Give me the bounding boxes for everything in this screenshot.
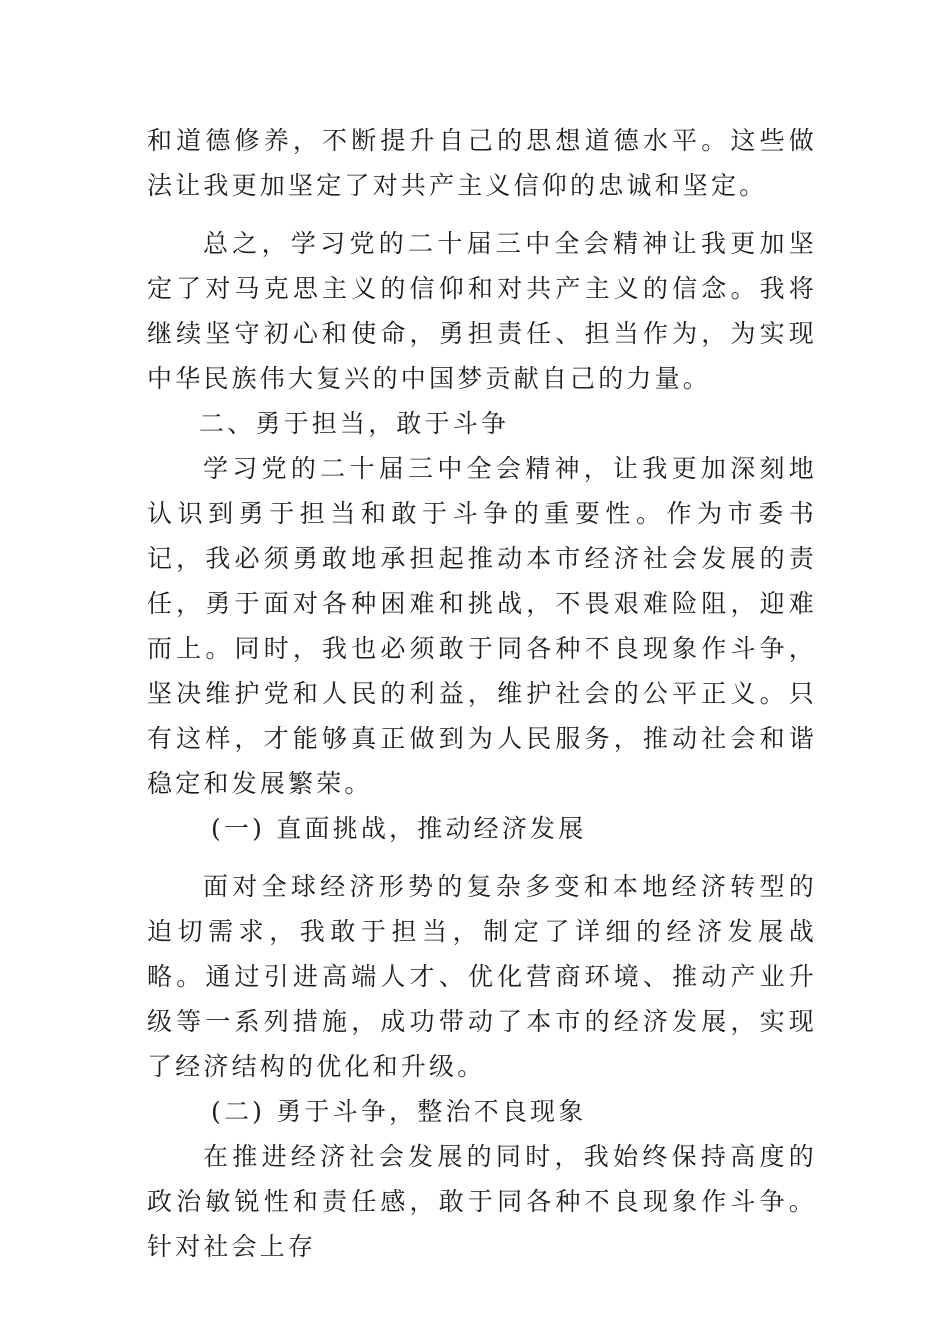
- subsection-heading-1: (一) 直面挑战，推动经济发展: [211, 814, 587, 843]
- document-body: [147, 118, 817, 1269]
- section-heading-2: 二、勇于担当，敢于斗争: [199, 409, 510, 438]
- paragraph-subsection-1: 面对全球经济形势的复杂多变和本地经济转型的迫切需求，我敢于担当，制定了详细的经济发展战略。通过引进高端人才、优化营商环境、推动产业升级等一系列措施，成功带动了本市的经济发展，实现了经济结构的优化和升级。: [147, 872, 817, 1081]
- paragraph-conclusion: 总之，学习党的二十届三中全会精神让我更加坚定了对马克思主义的信仰和对共产主义的信念。我将继续坚守初心和使命，勇担责任、担当作为，为实现中华民族伟大复兴的中国梦贡献自己的力量。: [147, 229, 817, 393]
- paragraph-section-2-intro: 学习党的二十届三中全会精神，让我更加深刻地认识到勇于担当和敢于斗争的重要性。作为市委书记，我必须勇敢地承担起推动本市经济社会发展的责任，勇于面对各种困难和挑战，不畏艰难险阻，迎难而上。同时，我也必须敢于同各种不良现象作斗争，坚决维护党和人民的利益，维护社会的公平正义。只有这样，才能够真正做到为人民服务，推动社会和谐稳定和发展繁荣。: [147, 454, 817, 798]
- subsection-heading-2: (二) 勇于斗争，整治不良现象: [211, 1097, 587, 1126]
- paragraph-continued: 和道德修养，不断提升自己的思想道德水平。这些做法让我更加坚定了对共产主义信仰的忠诚和坚定。: [147, 126, 817, 200]
- paragraph-subsection-2: 在推进经济社会发展的同时，我始终保持高度的政治敏锐性和责任感，敢于同各种不良现象作斗争。针对社会上存: [147, 1142, 817, 1261]
